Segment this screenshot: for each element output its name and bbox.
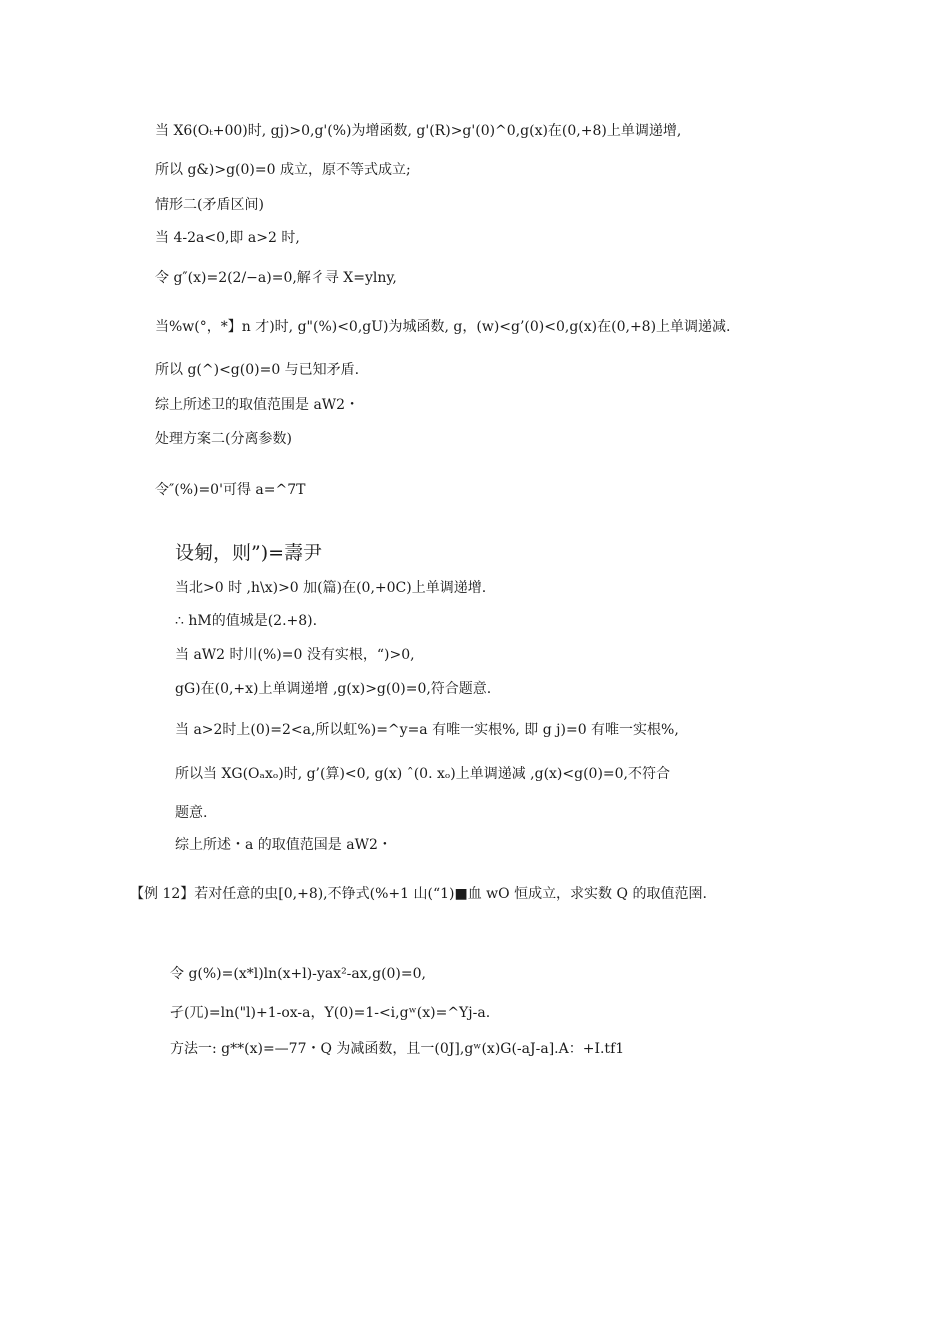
text-line: 所以当 XG(Oₐxₒ)时, g’(算)<0, g(x) ˆ(0. xₒ)上单调递减 ,g(x)<g(0)=0,不符合: [175, 766, 671, 782]
text-line: 所以 g(^)<g(0)=0 与已知矛盾.: [155, 362, 360, 378]
text-line: 当 X6(Oₜ+00)时, gj)>0,g'(%)为增函数, g'(R)>g'(0)^0,g(x)在(0,+8)上单调递增,: [155, 123, 682, 139]
text-line: 孑(兀)=ln("l)+1-ox-a，Y(0)=1-<i,gʷ(x)=^Yj-a.: [170, 1005, 491, 1021]
text-line: gG)在(0,+x)上单调递增 ,g(x)>g(0)=0,符合题意.: [175, 681, 492, 697]
text-line: 当%w(°，*】n 才)时, g"(%)<0,gU)为城函数, g，(w)<g’(0)<0,g(x)在(0,+8)上单调递减.: [155, 319, 731, 335]
text-line: 当 aW2 时川(%)=0 没有实根，“)>0,: [175, 647, 415, 663]
text-line: ∴ hM的值城是(2.+8).: [175, 613, 318, 629]
example-title: 【例 12】若对任意的虫[0,+8),不铮式(%+1 山(“1)■血 wO 恒成立，求实数 Q 的取值范圉.: [130, 886, 707, 902]
text-line: 当 a>2时上(0)=2<a,所以虹%)=^y=a 有唯一实根%, 即 g j)=0 有唯一实根%,: [175, 722, 679, 738]
text-line: 所以 g&)>g(0)=0 成立，原不等式成立;: [155, 162, 411, 178]
section-heading: 处理方案二(分离参数): [155, 431, 292, 447]
text-line: 综上所述・a 的取值范国是 aW2・: [175, 837, 392, 853]
text-line: 令 g(%)=(x*l)ln(x+l)-yax²-ax,g(0)=0,: [170, 966, 426, 982]
text-line: 方法一: g**(x)=—77・Q 为减函数，且一(0J],gʷ(x)G(-aJ-a].A：+I.tf1: [170, 1041, 625, 1057]
formula-line: 设匑，则”)=壽尹: [175, 542, 323, 564]
text-line: 当北>0 时 ,h\x)>0 加(篇)在(0,+0C)上单调递增.: [175, 580, 487, 596]
text-line: 令 g″(x)=2(2/−a)=0,解彳寻 X=ylny,: [155, 270, 397, 286]
text-line: 综上所述卫的取值范围是 aW2・: [155, 397, 360, 413]
text-line: 当 4-2a<0,即 a>2 时,: [155, 230, 300, 246]
text-line: 题意.: [175, 805, 208, 821]
section-heading: 情形二(矛盾区间): [155, 197, 264, 213]
text-line: 令″(%)=0'可得 a=^7T: [155, 482, 306, 498]
